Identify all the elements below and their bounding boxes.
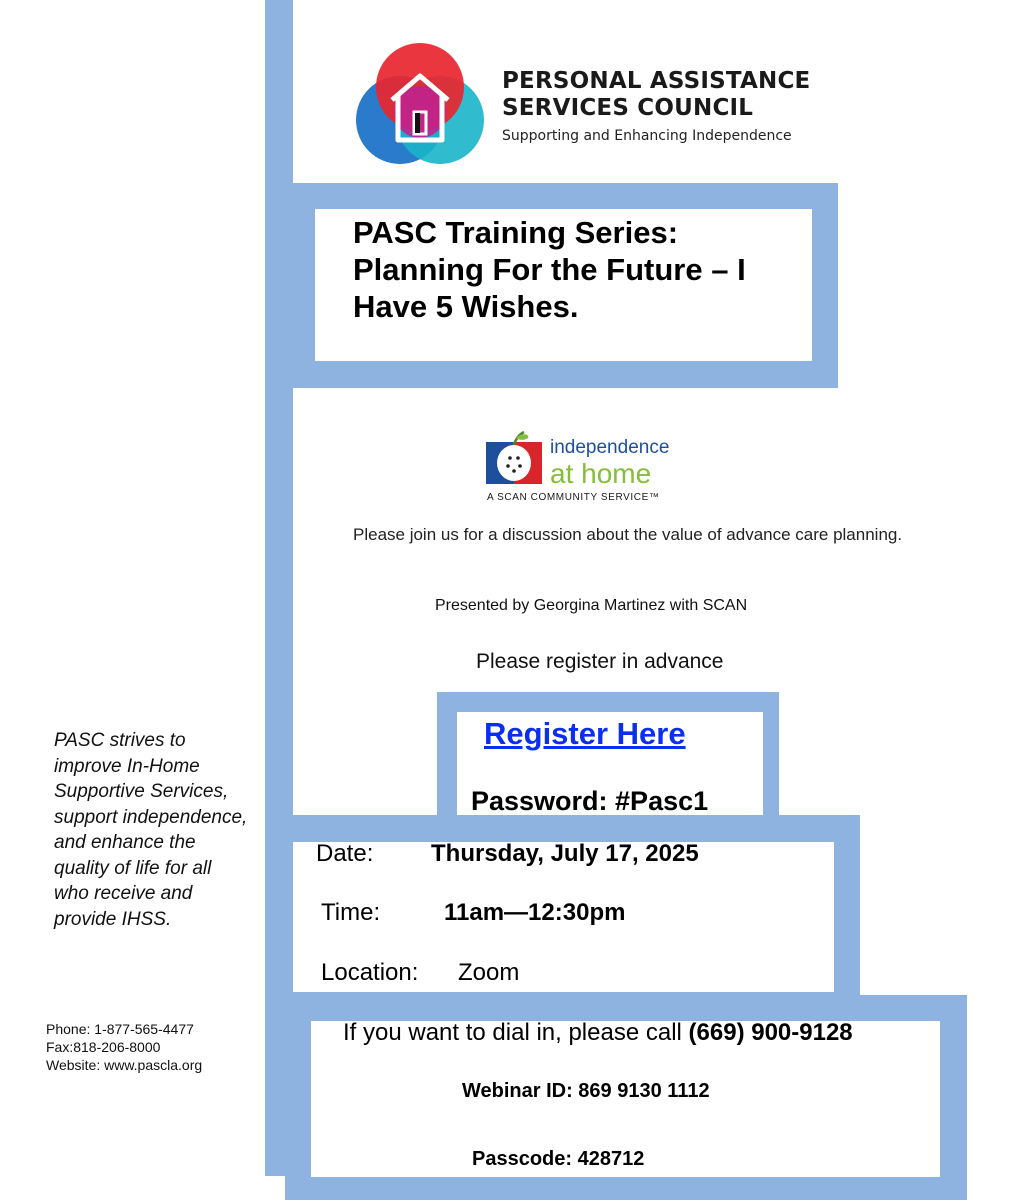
mission-line: PASC strives to: [54, 730, 186, 751]
page-title: [353, 214, 793, 325]
location-value: Zoom: [458, 959, 520, 986]
mission-line: Supportive Services,: [54, 781, 229, 802]
partner-word2: at home: [550, 458, 652, 489]
contact-website: Website: www.pascla.org: [46, 1057, 203, 1073]
org-name-line2: SERVICES COUNCIL: [502, 95, 754, 121]
date-label: Date:: [316, 840, 374, 867]
passcode: Passcode: 428712: [472, 1148, 645, 1170]
mission-statement: [54, 728, 269, 932]
mission-line: improve In-Home: [54, 755, 200, 777]
register-here-link[interactable]: Register Here: [484, 716, 686, 751]
location-label: Location:: [321, 959, 419, 986]
dial-in-phone: (669) 900-9128: [688, 1019, 853, 1046]
mission-line: quality of life for all: [54, 857, 212, 879]
dial-in-prompt: If you want to dial in, please call: [343, 1019, 682, 1046]
org-name: [502, 68, 810, 122]
mission-line: support independence,: [54, 806, 248, 828]
time-label: Time:: [321, 899, 381, 926]
apple-logo-icon: [486, 428, 542, 486]
date-value: Thursday, July 17, 2025: [431, 840, 699, 867]
partner-word1: independence: [550, 437, 670, 458]
mission-line: and enhance the: [54, 832, 196, 853]
contact-phone: Phone: 1-877-565-4477: [46, 1021, 194, 1037]
dial-in-text: [343, 1019, 853, 1047]
title-line2: Planning For the Future – I: [353, 252, 746, 287]
contact-fax: Fax:818-206-8000: [46, 1039, 161, 1055]
title-line3: Have 5 Wishes.: [353, 289, 579, 324]
webinar-id: Webinar ID: 869 9130 1112: [462, 1080, 710, 1102]
invite-text: Please join us for a discussion about the value of advance care planning.: [353, 525, 903, 544]
pasc-logo-icon: [352, 42, 488, 168]
register-prompt: Please register in advance: [476, 650, 724, 673]
org-name-line1: PERSONAL ASSISTANCE: [502, 68, 811, 94]
mission-line: provide IHSS.: [54, 908, 172, 930]
registration-password: Password: #Pasc1: [471, 786, 709, 816]
org-tagline: Supporting and Enhancing Independence: [502, 128, 792, 144]
partner-subtitle: A SCAN COMMUNITY SERVICE™: [487, 492, 660, 503]
mission-line: who receive and: [54, 883, 193, 904]
time-value: 11am—12:30pm: [444, 899, 626, 926]
presenter-text: Presented by Georgina Martinez with SCAN: [435, 597, 748, 614]
title-line1: PASC Training Series:: [353, 215, 679, 250]
